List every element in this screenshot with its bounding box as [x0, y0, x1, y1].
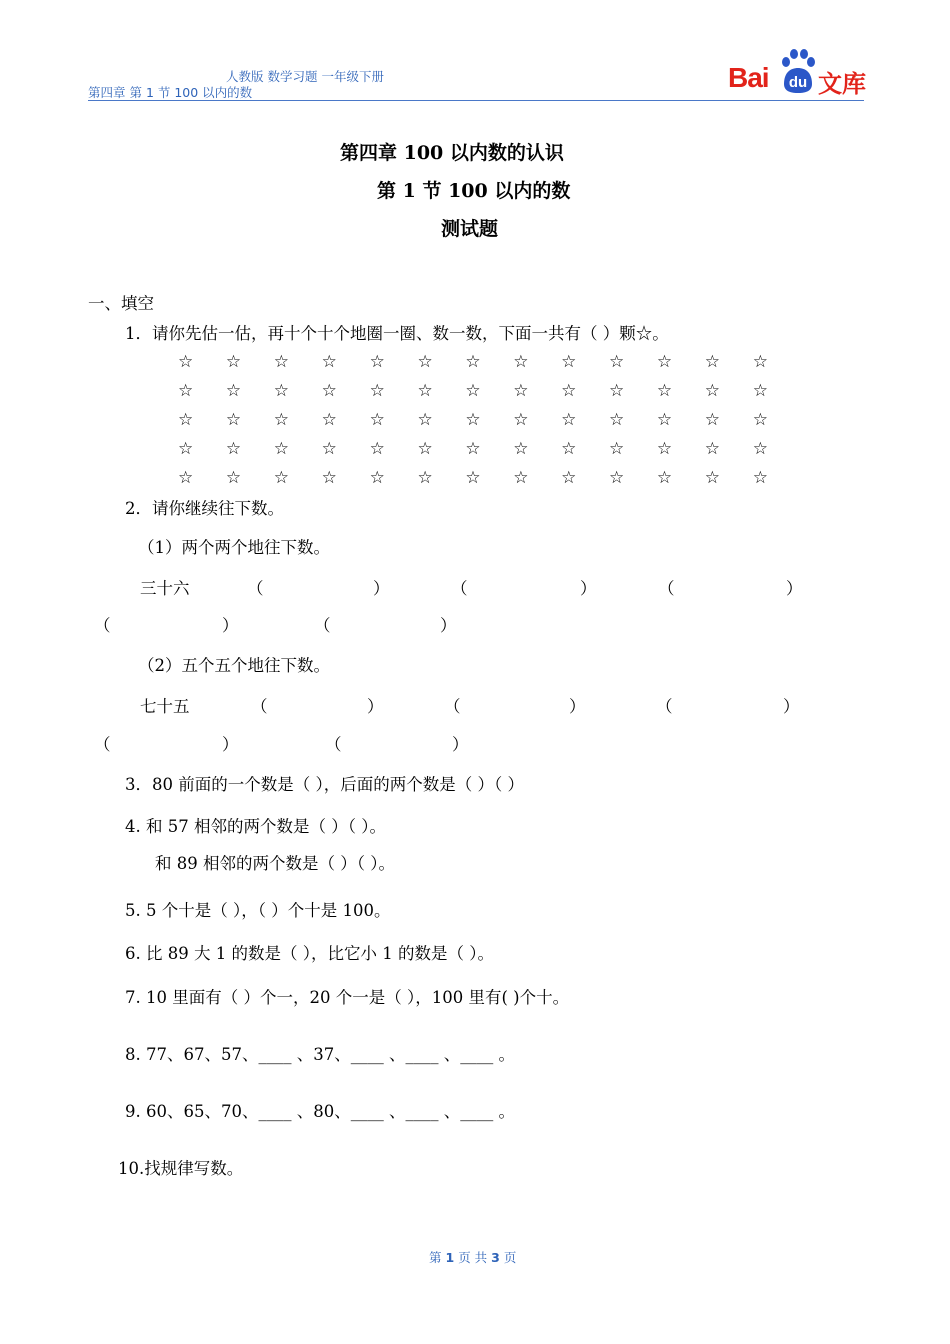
blank-close: ） — [580, 579, 597, 598]
logo-du-text: du — [788, 74, 808, 91]
footer-prefix: 第 — [429, 1250, 442, 1265]
star-icon: ☆ — [321, 410, 337, 430]
star-icon: ☆ — [369, 439, 385, 459]
star-icon: ☆ — [417, 410, 433, 430]
question-2b-start: 七十五 — [140, 697, 190, 716]
blank-close: ） — [367, 697, 384, 716]
chapter-title: 第四章 100 以内数的认识 — [340, 142, 564, 164]
star-row — [178, 377, 801, 406]
blank-close: ） — [569, 697, 586, 716]
star-icon: ☆ — [273, 468, 290, 488]
star-icon: ☆ — [752, 410, 768, 430]
blank-close: ） — [783, 697, 800, 716]
blank-open: （ — [325, 735, 342, 754]
star-icon: ☆ — [561, 468, 577, 488]
star-icon: ☆ — [369, 381, 385, 401]
baidu-wenku-logo — [728, 48, 868, 96]
star-icon: ☆ — [178, 381, 194, 401]
star-icon: ☆ — [561, 410, 577, 430]
star-icon: ☆ — [465, 381, 481, 401]
footer-page-number: 1 — [445, 1250, 455, 1265]
star-icon: ☆ — [321, 468, 337, 488]
question-2a-label: （1）两个两个地往下数。 — [138, 538, 330, 557]
star-icon: ☆ — [704, 410, 721, 430]
star-icon: ☆ — [225, 381, 242, 401]
star-icon: ☆ — [465, 410, 481, 430]
question-2a-start: 三十六 — [140, 579, 190, 598]
blank-open: （ — [94, 616, 111, 635]
question-6: 6. 比 89 大 1 的数是（ ），比它小 1 的数是（ ）。 — [125, 944, 494, 963]
star-icon: ☆ — [513, 410, 529, 430]
star-icon: ☆ — [656, 352, 673, 372]
footer-suffix: 页 — [503, 1250, 517, 1265]
star-icon: ☆ — [609, 352, 625, 372]
star-icon: ☆ — [609, 439, 625, 459]
section-title: 第 1 节 100 以内的数 — [377, 180, 571, 202]
star-icon: ☆ — [273, 439, 290, 459]
star-icon: ☆ — [704, 381, 721, 401]
star-icon: ☆ — [656, 381, 673, 401]
blank-open: （ — [444, 697, 461, 716]
blank-open: （ — [251, 697, 268, 716]
star-icon: ☆ — [465, 352, 481, 372]
blank-open: （ — [658, 579, 675, 598]
question-10: 10.找规律写数。 — [118, 1159, 244, 1178]
star-icon: ☆ — [561, 352, 577, 372]
star-icon: ☆ — [752, 352, 768, 372]
question-8: 8. 77、67、57、____ 、37、____ 、____ 、____ 。 — [125, 1045, 515, 1064]
star-grid — [178, 348, 801, 493]
blank-open: （ — [314, 616, 331, 635]
star-icon: ☆ — [178, 439, 194, 459]
subtitle: 测试题 — [441, 218, 499, 240]
question-7: 7. 10 里面有（ ）个一，20 个一是（ ），100 里有( )个十。 — [125, 988, 570, 1007]
blank-close: ） — [440, 616, 457, 635]
star-icon: ☆ — [513, 468, 529, 488]
star-icon: ☆ — [561, 439, 577, 459]
star-icon: ☆ — [225, 468, 242, 488]
logo-bai-text: Bai — [728, 62, 769, 93]
star-icon: ☆ — [225, 352, 242, 372]
blank-close: ） — [786, 579, 803, 598]
question-3: 3．80 前面的一个数是（ ），后面的两个数是（ ）（ ） — [125, 775, 524, 794]
blank-open: （ — [656, 697, 673, 716]
star-icon: ☆ — [369, 468, 385, 488]
star-icon: ☆ — [513, 381, 529, 401]
logo-wenku-text: 文库 — [818, 70, 866, 98]
blank-open: （ — [247, 579, 264, 598]
question-9: 9. 60、65、70、____ 、80、____ 、____ 、____ 。 — [125, 1102, 515, 1121]
header-divider — [88, 100, 864, 101]
blank-open: （ — [451, 579, 468, 598]
star-icon: ☆ — [656, 468, 673, 488]
star-icon: ☆ — [417, 468, 433, 488]
star-icon: ☆ — [273, 410, 290, 430]
question-2b-label: （2）五个五个地往下数。 — [138, 656, 330, 675]
blank-open: （ — [94, 735, 111, 754]
star-icon: ☆ — [752, 381, 768, 401]
star-icon: ☆ — [752, 468, 768, 488]
question-2: 2．请你继续往下数。 — [125, 499, 284, 518]
star-icon: ☆ — [417, 439, 433, 459]
star-row — [178, 464, 801, 493]
star-icon: ☆ — [321, 352, 337, 372]
star-icon: ☆ — [513, 439, 529, 459]
star-row — [178, 348, 801, 377]
header-section: 第四章 第 1 节 100 以内的数 — [88, 85, 253, 100]
star-icon: ☆ — [417, 381, 433, 401]
star-icon: ☆ — [465, 439, 481, 459]
star-icon: ☆ — [273, 352, 290, 372]
star-icon: ☆ — [321, 381, 337, 401]
star-icon: ☆ — [417, 352, 433, 372]
question-1: 1．请你先估一估，再十个十个地圈一圈、数一数，下面一共有（ ）颗☆。 — [125, 324, 669, 343]
star-icon: ☆ — [513, 352, 529, 372]
paw-icon — [778, 48, 818, 94]
star-icon: ☆ — [704, 439, 721, 459]
star-icon: ☆ — [178, 410, 194, 430]
blank-close: ） — [373, 579, 390, 598]
star-icon: ☆ — [561, 381, 577, 401]
star-icon: ☆ — [178, 352, 194, 372]
star-icon: ☆ — [609, 381, 625, 401]
star-icon: ☆ — [225, 439, 242, 459]
star-icon: ☆ — [273, 381, 290, 401]
star-icon: ☆ — [609, 468, 625, 488]
star-icon: ☆ — [609, 410, 625, 430]
star-icon: ☆ — [656, 410, 673, 430]
part1-heading: 一、填空 — [88, 294, 154, 313]
page-footer — [429, 1248, 516, 1266]
blank-close: ） — [452, 735, 469, 754]
header-series: 人教版 数学习题 一年级下册 — [226, 69, 384, 84]
star-row — [178, 406, 801, 435]
star-icon: ☆ — [369, 352, 385, 372]
blank-close: ） — [222, 616, 239, 635]
star-icon: ☆ — [465, 468, 481, 488]
footer-middle: 页 共 — [458, 1250, 488, 1265]
star-icon: ☆ — [369, 410, 385, 430]
star-row — [178, 435, 801, 464]
question-4a: 4. 和 57 相邻的两个数是（ ）（ ）。 — [125, 817, 386, 836]
star-icon: ☆ — [704, 468, 721, 488]
blank-close: ） — [222, 735, 239, 754]
star-icon: ☆ — [656, 439, 673, 459]
star-icon: ☆ — [752, 439, 768, 459]
star-icon: ☆ — [321, 439, 337, 459]
question-4b: 和 89 相邻的两个数是（ ）（ ）。 — [155, 854, 395, 873]
star-icon: ☆ — [225, 410, 242, 430]
star-icon: ☆ — [178, 468, 194, 488]
star-icon: ☆ — [704, 352, 721, 372]
question-5: 5. 5 个十是（ ），（ ）个十是 100。 — [125, 901, 391, 920]
footer-total-pages: 3 — [491, 1250, 500, 1265]
